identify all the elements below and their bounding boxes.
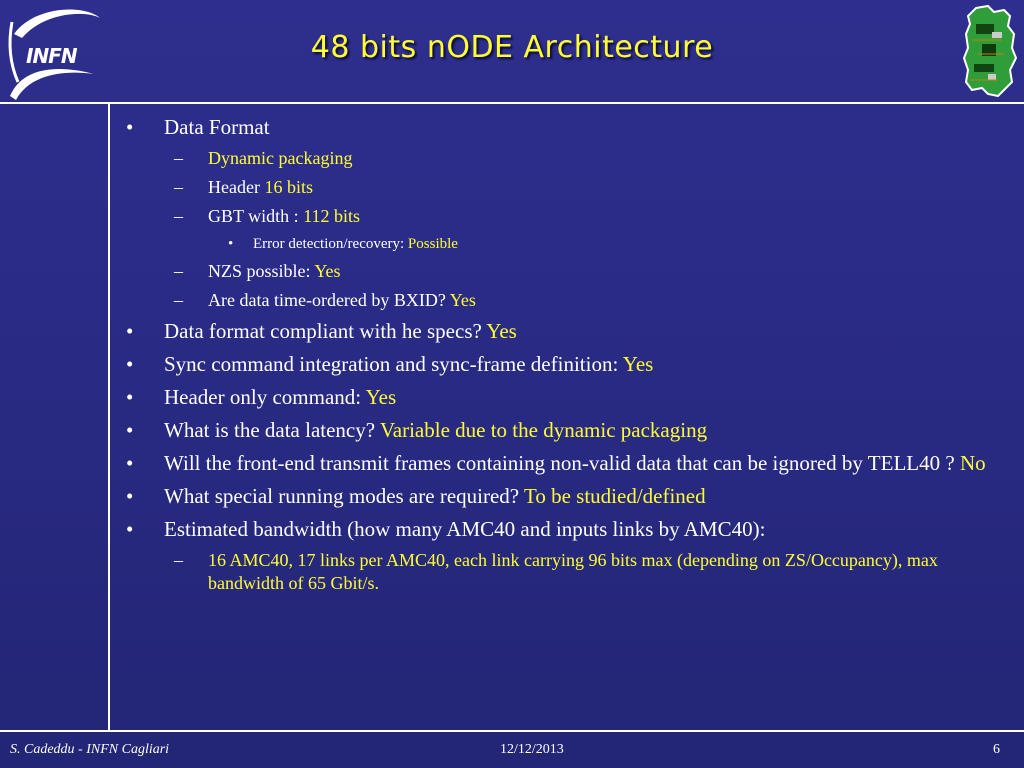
dash-icon: – — [174, 148, 183, 168]
sub-bullet-bandwidth-detail — [126, 549, 996, 595]
bullet-icon: • — [228, 236, 234, 252]
header-divider — [0, 102, 1024, 104]
dash-icon: – — [174, 550, 183, 570]
bullet-value: Yes — [449, 290, 476, 310]
infn-logo-text: INFN — [26, 44, 77, 68]
bullet-value: Variable due to the dynamic packaging — [379, 418, 708, 442]
bullet-value: Dynamic packaging — [208, 148, 353, 168]
sub-bullet-gbt-width — [126, 205, 996, 228]
sub-sub-bullet-error-detection — [126, 234, 996, 254]
slide-content — [126, 114, 996, 601]
bullet-value: Yes — [365, 385, 397, 409]
bullet-text: Are data time-ordered by BXID? — [208, 290, 450, 310]
bullet-text: What is the data latency? — [164, 418, 380, 442]
bullet-text: NZS possible: — [208, 261, 315, 281]
bullet-non-valid-data — [126, 450, 996, 476]
bullet-value: 112 bits — [303, 206, 361, 226]
bullet-value: Possible — [407, 236, 458, 252]
sub-bullet-dynamic-packaging — [126, 147, 996, 170]
sub-bullet-header — [126, 176, 996, 199]
bullet-text: What special running modes are required? — [164, 484, 524, 508]
bullet-header-only — [126, 384, 996, 410]
bullet-data-format — [126, 114, 996, 140]
bullet-value: No — [959, 451, 986, 475]
bullet-icon: • — [126, 484, 134, 508]
bullet-text: Data Format — [164, 115, 270, 139]
sub-bullet-nzs — [126, 260, 996, 283]
bullet-compliant — [126, 318, 996, 344]
bullet-icon: • — [126, 352, 134, 376]
bullet-icon: • — [126, 385, 134, 409]
slide-title: 48 bits nODE Architecture — [310, 30, 714, 65]
footer-page-number: 6 — [993, 742, 1000, 757]
bullet-text: Sync command integration and sync-frame definition: — [164, 352, 623, 376]
bullet-latency — [126, 417, 996, 443]
bullet-icon: • — [126, 451, 134, 475]
footer-divider — [0, 730, 1024, 732]
bullet-value: Yes — [486, 319, 517, 343]
dash-icon: – — [174, 290, 183, 310]
bullet-value: 16 bits — [264, 177, 313, 197]
bullet-value: 16 AMC40, 17 links per AMC40, each link carrying 96 bits max (depending on ZS/Occupancy), max bandwidth of 65 Gbit/s. — [208, 550, 938, 593]
infn-logo — [4, 4, 104, 100]
bullet-value: Yes — [622, 352, 654, 376]
bullet-icon: • — [126, 517, 134, 541]
bullet-value: Yes — [314, 261, 341, 281]
bullet-icon: • — [126, 115, 134, 139]
bullet-sync-command — [126, 351, 996, 377]
bullet-text: GBT width : — [208, 206, 304, 226]
left-divider — [108, 102, 110, 730]
bullet-text: Error detection/recovery: — [253, 236, 408, 252]
bullet-icon: • — [126, 418, 134, 442]
dash-icon: – — [174, 206, 183, 226]
footer-date: 12/12/2013 — [500, 742, 564, 757]
bullet-text: Header — [208, 177, 265, 197]
bullet-text: Data format compliant with he specs? — [164, 319, 487, 343]
bullet-text: Will the front-end transmit frames containing non-valid data that can be ignored by TELL40 ? — [164, 451, 960, 475]
bullet-running-modes — [126, 483, 996, 509]
bullet-text: Header only command: — [164, 385, 366, 409]
sardinia-map-icon — [958, 4, 1018, 98]
footer-author: S. Cadeddu - INFN Cagliari — [10, 742, 170, 757]
bullet-bandwidth — [126, 516, 996, 542]
dash-icon: – — [174, 177, 183, 197]
bullet-value: To be studied/defined — [523, 484, 706, 508]
dash-icon: – — [174, 261, 183, 281]
bullet-text: Estimated bandwidth (how many AMC40 and inputs links by AMC40): — [164, 517, 766, 541]
sub-bullet-time-ordered — [126, 289, 996, 312]
bullet-icon: • — [126, 319, 134, 343]
